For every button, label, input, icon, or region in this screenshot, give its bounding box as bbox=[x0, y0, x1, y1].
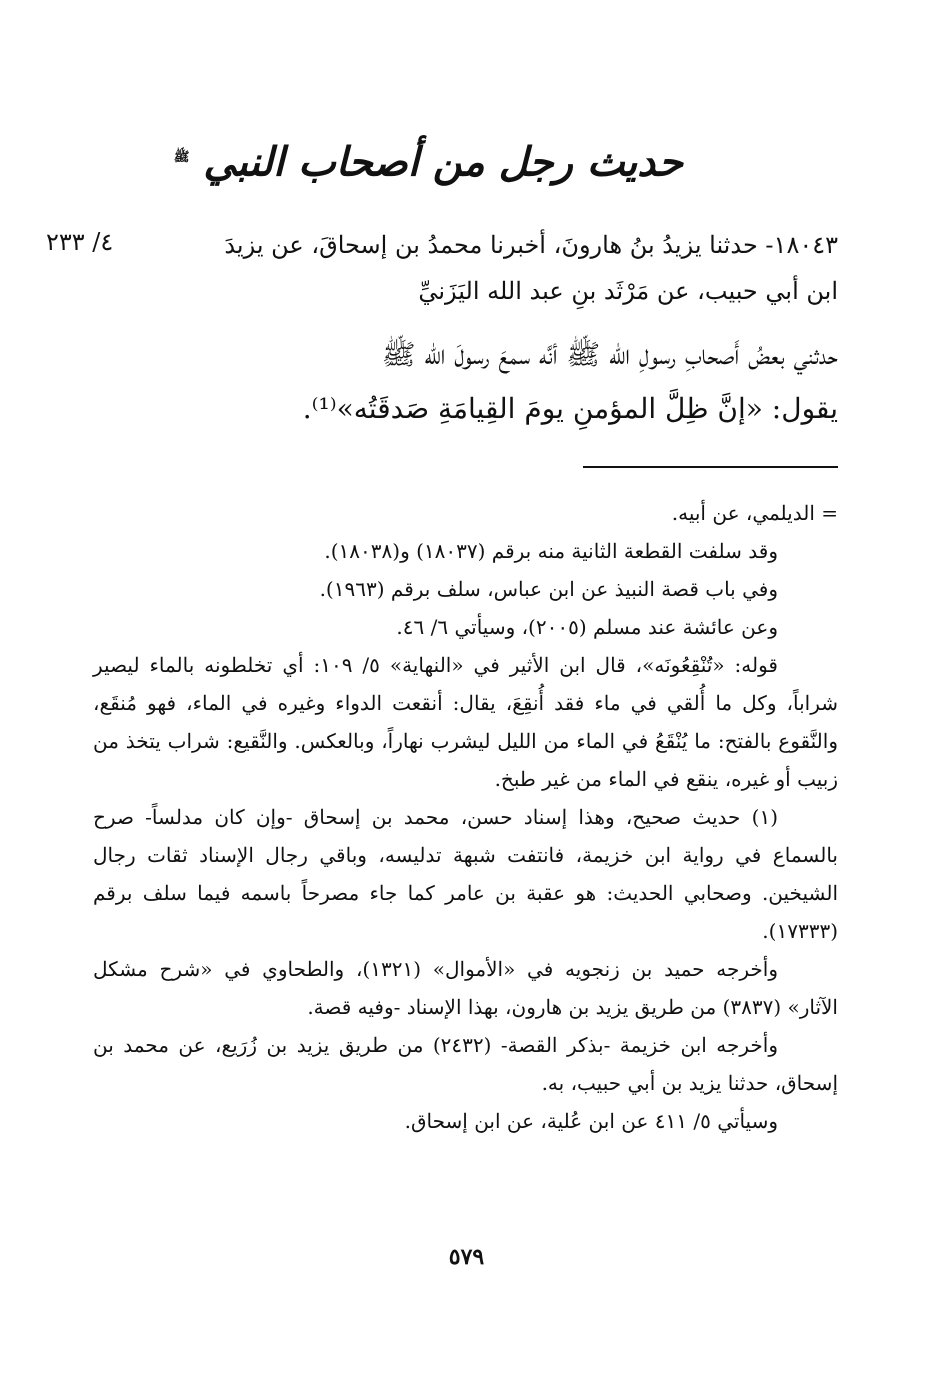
honorific-mark: ﷺ bbox=[173, 150, 190, 165]
isnad-line-1: ١٨٠٤٣- حدثنا يزيدُ بنُ هارونَ، أخبرنا محمدُ بن إسحاقَ، عن يزيدَ bbox=[224, 231, 838, 259]
footnote-paragraph: وسيأتي ٥/ ٤١١ عن ابن عُلية، عن ابن إسحاق. bbox=[404, 1109, 778, 1133]
footnote-paragraph: قوله: «تُنْقِعُونَه»، قال ابن الأثير في «النهاية» ٥/ ١٠٩: أي تخلطونه بالماء ليصير شراباً، وكل ما أُلقي في ماء فقد أُنقِعَ، يقال: أنقعت الدواء وغيره في الماء، فهو مُنقَع، والنَّقوع بالفتح: ما يُنْقَعُ في الماء من الليل ليشرب نهاراً، وبالعكس. والنَّقيع: شراب يتخذ من زبيب أو غيره، ينقع في الماء من غير طبخ. bbox=[93, 653, 838, 791]
footnote-paragraph: وفي باب قصة النبيذ عن ابن عباس، سلف برقم (١٩٦٣). bbox=[319, 577, 778, 601]
page-number: ٥٧٩ bbox=[448, 1244, 485, 1270]
footnote-divider bbox=[583, 466, 838, 468]
chapter-title bbox=[173, 118, 683, 198]
footnote-paragraph: وأخرجه ابن خزيمة -بذكر القصة- (٢٤٣٢) من طريق يزيد بن زُرَيع، عن محمد بن إسحاق، حدثنا يزيد بن أبي حبيب، به. bbox=[93, 1033, 838, 1095]
chapter-title-text: حديث رجل من أصحاب النبي bbox=[203, 138, 683, 186]
footnote-paragraph: وقد سلفت القطعة الثانية منه برقم (١٨٠٣٧) و(١٨٠٣٨). bbox=[324, 539, 778, 563]
footnote-paragraph: وأخرجه حميد بن زنجويه في «الأموال» (١٣٢١)، والطحاوي في «شرح مشكل الآثار» (٣٨٣٧) من طريق يزيد بن هارون، بهذا الإسناد -وفيه قصة. bbox=[93, 957, 838, 1019]
hadith-text-line-2: يقول: «إنَّ ظِلَّ المؤمنِ يومَ القِيامَةِ صَدقَتُه»⁽¹⁾. bbox=[302, 392, 838, 425]
hadith-text-line-1: حدثني بعضُ أَصحابِ رسولِ الله ﷺ أنَّه سمعَ رسولَ الله ﷺ bbox=[381, 338, 838, 371]
volume-page-reference: ٤/ ٢٣٣ bbox=[46, 228, 114, 256]
footnote-paragraph: وعن عائشة عند مسلم (٢٠٠٥)، وسيأتي ٦/ ٤٦. bbox=[396, 615, 778, 639]
hadith-block bbox=[98, 222, 838, 436]
hadith-text bbox=[98, 328, 838, 436]
footnotes bbox=[93, 494, 838, 1140]
isnad-line-2: ابن أبي حبيب، عن مَرْثَد بنِ عبد الله اليَزَنيِّ bbox=[418, 277, 838, 305]
footnote-1: (١) حديث صحيح، وهذا إسناد حسن، محمد بن إسحاق -وإن كان مدلساً- صرح بالسماع في رواية ابن خزيمة، فانتفت شبهة تدليسه، وباقي رجال الإسناد ثقات رجال الشيخين. وصحابي الحديث: هو عقبة بن عامر كما جاء مصرحاً باسمه فيما سلف برقم (١٧٣٣٣). bbox=[93, 805, 838, 943]
footnote-continuation: = الديلمي، عن أبيه. bbox=[671, 501, 838, 525]
